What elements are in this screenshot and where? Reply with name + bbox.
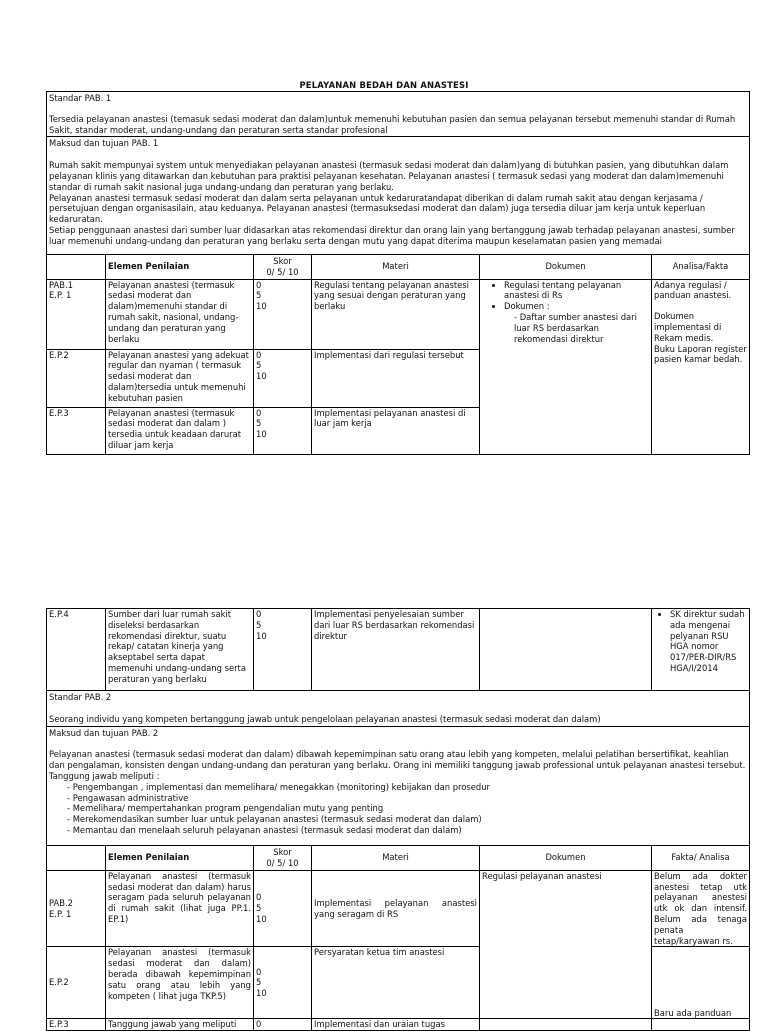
row-materi: Regulasi tentang pelayanan anastesi yang sesuai dengan peraturan yang berlaku: [312, 279, 480, 349]
header-analisa: Analisa/Fakta: [652, 254, 750, 279]
row-skor: 0 5 10: [254, 349, 312, 407]
row-skor: 0 5 10: [254, 870, 312, 947]
header-skor: Skor 0/ 5/ 10: [254, 254, 312, 279]
row-elemen: Pelayanan anastesi (termasuk sedasi moderat dan dalam)memenuhi standar di rumah sakit, nasional, undang-undang dan peraturan yang berlaku: [106, 279, 254, 349]
intent-paragraph: Pelayanan anastesi (termasuk sedasi moderat dan dalam) dibawah kepemimpinan satu orang atau lebih yang kompeten, melalui pelatihan bersertifikat, keahlian dan pengalaman, konsisten dengan undang-undang dan peraturan yang berlaku. Orang ini memiliki tanggung jawab professional untuk pelayanan anastesi tersebut. Tanggung jawab meliputi :: [49, 749, 746, 781]
header-elemen: Elemen Penilaian: [106, 845, 254, 870]
row-materi: Implementasi dan uraian tugas: [312, 1019, 480, 1031]
standard-pab1: [47, 92, 750, 137]
row-dokumen: [480, 609, 652, 691]
row-skor: 0 5 10: [254, 947, 312, 1019]
intent-label: Maksud dan tujuan PAB. 1: [49, 138, 159, 149]
dokumen-item: • Regulasi tentang pelayanan anastesi di Rs: [504, 280, 649, 302]
page-title: PELAYANAN BEDAH DAN ANASTESI: [299, 80, 469, 90]
row-code: E.P.3: [47, 407, 106, 454]
intent-paragraph: Setiap penggunaan anastesi dari sumber luar didasarkan atas rekomendasi direktur dan orang lain yang bertanggung jawab terhadap pelayanan anastesi, sumber luar memenuhi undang-undang dan peraturan yang berlaku serta dengan mutu yang dapat diterima maupun keselamatan pasien yang memadai: [49, 224, 735, 246]
row-code: PAB.1 E.P. 1: [47, 279, 106, 349]
row-code: E.P.2: [47, 349, 106, 407]
header-code: [47, 254, 106, 279]
header-materi: Materi: [312, 254, 480, 279]
list-item: - Pengembangan , implementasi dan memelihara/ menegakkan (monitoring) kebijakan dan prosedur: [67, 782, 747, 793]
row-code: E.P.2: [47, 947, 106, 1019]
row-elemen: Tanggung jawab yang meliputi: [106, 1019, 254, 1031]
header-dokumen: Dokumen: [480, 254, 652, 279]
row-elemen: Pelayanan anastesi (termasuk sedasi moderat dan dalam) berada dibawah kepemimpinan satu orang atau lebih yang kompeten ( lihat juga TKP.5): [106, 947, 254, 1019]
row-skor: 0 5 10: [254, 407, 312, 454]
header-code: [47, 845, 106, 870]
standard-pab2-table: [46, 608, 750, 1031]
row-fakta: Baru ada panduan: [652, 947, 750, 1019]
row-skor: 0: [254, 1019, 312, 1031]
header-dokumen: Dokumen: [480, 845, 652, 870]
standard-label: Standar PAB. 2: [49, 692, 112, 702]
row-elemen: Pelayanan anastesi yang adekuat regular dan nyaman ( termasuk sedasi moderat dan dalam)tersedia untuk memenuhi kebutuhan pasien: [106, 349, 254, 407]
row-dokumen: [480, 279, 652, 454]
row-elemen: Pelayanan anastesi (termasuk sedasi moderat dan dalam) harus seragam pada seluruh pelayanan di rumah sakit (lihat juga PP.1. EP.1): [106, 870, 254, 947]
row-materi: Implementasi penyelesaian sumber dari luar RS berdasarkan rekomendasi direktur: [312, 609, 480, 691]
list-item: - Memelihara/ mempertahankan program pengendalian mutu yang penting: [67, 803, 747, 814]
list-item: - Pengawasan administrative: [67, 793, 747, 804]
table-row: [47, 1019, 750, 1031]
row-fakta: Belum ada dokter anestesi tetap utk pelayanan anestesi utk ok dan intensif. Belum ada tenaga penata tetap/karyawan rs.: [652, 870, 750, 947]
table-row: [47, 870, 750, 947]
table-row: [47, 279, 750, 349]
row-code: E.P.4: [47, 609, 106, 691]
standard-pab1-table: [46, 91, 750, 455]
header-skor: Skor 0/ 5/ 10: [254, 845, 312, 870]
intent-paragraph: Pelayanan anastesi termasuk sedasi moderat dan dalam serta pelayanan untuk kedaruratandapat diberikan di dalam rumah sakit atau dengan kerjasama / persetujuan dengan organisasilain, atau keduanya. Pelayanan anastesi (termasuksedasi moderat dan dalam) juga tersedia diluar jam kerja untuk keperluan kedaruratan.: [49, 192, 706, 225]
row-code: PAB.2 E.P. 1: [47, 870, 106, 947]
header-materi: Materi: [312, 845, 480, 870]
row-elemen: Pelayanan anastesi (termasuk sedasi moderat dan dalam ) tersedia untuk keadaan darurat diluar jam kerja: [106, 407, 254, 454]
row-materi: Implementasi pelayanan anastesi di luar jam kerja: [312, 407, 480, 454]
header-fakta: Fakta/ Analisa: [652, 845, 750, 870]
intent-pab2: [47, 726, 750, 845]
dokumen-subitem: - Daftar sumber anastesi dari luar RS berdasarkan rekomendasi direktur: [514, 312, 649, 344]
row-dokumen: [480, 1019, 652, 1031]
row-skor: 0 5 10: [254, 609, 312, 691]
row-materi: Implementasi pelayanan anastesi yang seragam di RS: [312, 870, 480, 947]
row-materi: Persyaratan ketua tim anastesi: [312, 947, 480, 1019]
header-elemen: Elemen Penilaian: [106, 254, 254, 279]
intent-pab1: [47, 137, 750, 254]
list-item: - Merekomendasikan sumber luar untuk pelayanan anastesi (termasuk sedasi moderat dan dalam): [67, 814, 747, 825]
row-analisa: Adanya regulasi / panduan anastesi. Dokumen implementasi di Rekam medis. Buku Laporan register pasien kamar bedah.: [652, 279, 750, 454]
list-item: - Memantau dan menelaah seluruh pelayanan anastesi (termasuk sedasi moderat dan dalam): [67, 825, 747, 836]
row-code: E.P.3: [47, 1019, 106, 1031]
row-elemen: Sumber dari luar rumah sakit diseleksi berdasarkan rekomendasi direktur, suatu rekap/ catatan kinerja yang akseptabel serta dapat memenuhi undang-undang serta peraturan yang berlaku: [106, 609, 254, 691]
standard-text: Tersedia pelayanan anastesi (temasuk sedasi moderat dan dalam)untuk memenuhi kebutuhan pasien dan semua pelayanan tersebut memenuhi standar di Rumah Sakit, standar moderat, undang-undang dan peraturan serta standar profesional: [49, 113, 736, 135]
standard-text: Seorang individu yang kompeten bertanggung jawab untuk pengelolaan pelayanan anastesi (termasuk sedasi moderat dan dalam): [49, 713, 601, 724]
intent-paragraph: Rumah sakit mempunyai system untuk menyediakan pelayanan anastesi (termasuk sedasi moderat dan dalam)yang di butuhkan pasien, yang dibutuhkan dalam pelayanan klinis yang ditawarkan dan kebutuhan para praktisi pelayanan kesehatan. Pelayanan anastesi ( termasuk sedasi yang moderat dan dalam)memenuhi standar di rumah sakit nasional juga undang-undang dan peraturan yang berlaku.: [49, 160, 729, 192]
row-fakta: • SK direktur sudah ada mengenai pelyanan RSU HGA nomor 017/PER-DIR/RS HGA/I/2014: [652, 609, 750, 691]
row-dokumen: Regulasi pelayanan anastesi: [480, 870, 652, 1019]
table-row: [47, 609, 750, 691]
row-skor: 0 5 10: [254, 279, 312, 349]
row-fakta: [652, 1019, 750, 1031]
dokumen-item: • Dokumen : - Daftar sumber anastesi dari luar RS berdasarkan rekomendasi direktur: [504, 301, 649, 344]
standard-pab2: [47, 691, 750, 727]
standard-label: Standar PAB. 1: [49, 93, 112, 103]
intent-label: Maksud dan tujuan PAB. 2: [49, 727, 159, 738]
row-materi: Implementasi dari regulasi tersebut: [312, 349, 480, 407]
